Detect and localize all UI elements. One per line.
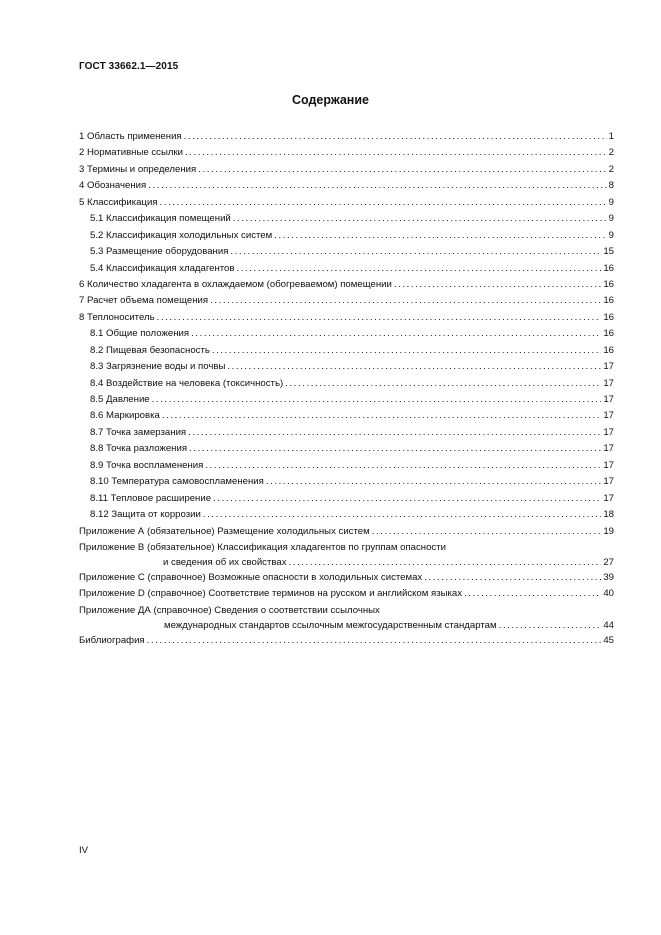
toc-entry[interactable]: [79, 147, 614, 163]
toc-leader-dots: [394, 279, 601, 291]
toc-leader-dots: [210, 295, 601, 307]
toc-entry-title: 8.5 Давление: [90, 394, 150, 405]
toc-entry-page: 16: [603, 262, 614, 274]
toc-entry-page: 17: [603, 476, 614, 488]
toc-entry-title: Библиография: [79, 634, 145, 646]
toc-entry-page: 8: [608, 180, 614, 192]
toc-entry-title: 8.6 Маркировка: [90, 410, 160, 422]
toc-entry-title: 8.7 Точка замерзания: [90, 426, 187, 438]
toc-entry-title: Приложение А (обязательное) Размещение холодильных систем: [79, 525, 370, 537]
toc-entry-page: 17: [603, 377, 614, 389]
toc-leader-dots: [162, 410, 601, 422]
toc-entry-page: 16: [603, 328, 614, 340]
toc-entry-title: Приложение ДА (справочное) Сведения о соответствии ссылочных: [79, 604, 380, 616]
toc-entry[interactable]: [79, 572, 614, 588]
toc-entry[interactable]: [79, 605, 614, 635]
toc-entry-page: 19: [603, 525, 614, 537]
toc-entry-page: 9: [608, 213, 614, 225]
toc-entry[interactable]: [79, 197, 614, 213]
toc-entry-title: 4 Обозначения: [79, 180, 147, 192]
toc-entry[interactable]: [79, 180, 614, 196]
toc-leader-dots: [499, 620, 602, 632]
toc-entry[interactable]: [79, 246, 614, 262]
toc-entry[interactable]: [79, 526, 614, 542]
toc-entry[interactable]: [79, 443, 614, 459]
toc-entry[interactable]: [79, 476, 614, 492]
toc-leader-dots: [205, 460, 601, 472]
toc-entry-title: 8.9 Точка воспламенения: [90, 459, 204, 471]
toc-entry-page: 15: [603, 246, 614, 258]
toc-entry-title: 8.3 Загрязнение воды и почвы: [90, 361, 226, 373]
toc-leader-dots: [198, 164, 606, 176]
toc-entry-page: 9: [608, 229, 614, 241]
toc-entry[interactable]: [79, 263, 614, 279]
toc-entry-title: 8.2 Пищевая безопасность: [90, 344, 210, 356]
toc-title: Содержание: [291, 93, 369, 107]
toc-leader-dots: [372, 526, 602, 538]
toc-entry-page: 17: [603, 410, 614, 422]
toc-entry[interactable]: [79, 410, 614, 426]
page-number: IV: [79, 845, 89, 856]
toc-leader-dots: [189, 443, 601, 455]
toc-entry[interactable]: [79, 345, 614, 361]
toc-entry-title: 5.2 Классификация холодильных систем: [90, 229, 273, 241]
toc-entry-title: 8 Теплоноситель: [79, 311, 155, 323]
toc-leader-dots: [237, 263, 602, 275]
toc-leader-dots: [289, 557, 602, 569]
toc-entry-title: 5.4 Классификация хладагентов: [90, 262, 235, 274]
toc-entry[interactable]: [79, 493, 614, 509]
toc-entry[interactable]: [79, 279, 614, 295]
toc-entry-title: 2 Нормативные ссылки: [79, 147, 184, 159]
toc-entry-title-continued: и сведения об их свойствах: [163, 556, 287, 568]
table-of-contents: [79, 131, 614, 651]
toc-entry-title: 5.3 Размещение оборудования: [90, 246, 229, 258]
toc-leader-dots: [148, 180, 606, 192]
toc-entry-page: 17: [603, 394, 614, 405]
toc-entry-page: 17: [603, 492, 614, 504]
toc-entry-title: 1 Область применения: [79, 131, 182, 142]
toc-entry[interactable]: [79, 394, 614, 410]
toc-entry-page: 1: [608, 131, 614, 142]
toc-entry-page: 9: [608, 196, 614, 208]
toc-entry[interactable]: [79, 230, 614, 246]
toc-leader-dots: [157, 312, 602, 324]
toc-leader-dots: [152, 394, 602, 406]
toc-leader-dots: [464, 588, 601, 600]
toc-entry-title: 8.8 Точка разложения: [90, 443, 188, 455]
toc-entry-title-continued: международных стандартов ссылочным межгосударственным стандартам: [164, 619, 497, 631]
toc-leader-dots: [285, 378, 601, 390]
toc-entry-title: 5 Классификация: [79, 196, 158, 208]
toc-entry[interactable]: [79, 588, 614, 604]
toc-entry-page: 17: [603, 443, 614, 455]
toc-entry-page: 27: [603, 556, 614, 568]
toc-entry[interactable]: [79, 378, 614, 394]
toc-entry[interactable]: [79, 328, 614, 344]
toc-entry-page: 16: [603, 311, 614, 323]
toc-entry-page: 2: [608, 163, 614, 175]
toc-entry-page: 2: [608, 147, 614, 159]
toc-entry-page: 44: [603, 619, 614, 631]
toc-entry-title: Приложение С (справочное) Возможные опасности в холодильных системах: [79, 571, 423, 583]
toc-leader-dots: [227, 361, 601, 373]
toc-leader-dots: [185, 147, 607, 159]
toc-leader-dots: [212, 345, 601, 357]
toc-entry-title: 8.12 Защита от коррозии: [90, 509, 201, 521]
toc-entry[interactable]: [79, 427, 614, 443]
toc-leader-dots: [188, 427, 601, 439]
toc-leader-dots: [274, 230, 606, 242]
toc-entry-title: 8.1 Общие положения: [90, 328, 190, 340]
toc-entry-title: 8.10 Температура самовоспламенения: [90, 476, 264, 488]
toc-entry-title: 3 Термины и определения: [79, 163, 197, 175]
toc-leader-dots: [424, 572, 601, 584]
toc-entry[interactable]: [79, 509, 614, 525]
toc-entry-page: 40: [603, 588, 614, 600]
toc-leader-dots: [213, 493, 601, 505]
toc-entry[interactable]: [79, 460, 614, 476]
toc-entry[interactable]: [79, 361, 614, 377]
toc-entry-page: 18: [603, 509, 614, 521]
toc-leader-dots: [147, 635, 602, 647]
toc-entry-title: Приложение D (справочное) Соответствие терминов на русском и английском языках: [79, 588, 463, 600]
toc-entry[interactable]: [79, 131, 614, 147]
toc-leader-dots: [160, 197, 607, 209]
toc-entry-page: 39: [603, 571, 614, 583]
toc-entry-page: 17: [603, 361, 614, 373]
toc-entry[interactable]: [79, 542, 614, 572]
toc-leader-dots: [191, 328, 601, 340]
toc-leader-dots: [266, 476, 601, 488]
toc-entry-title: 6 Количество хладагента в охлаждаемом (обогреваемом) помещении: [79, 278, 392, 290]
toc-entry[interactable]: [79, 213, 614, 229]
toc-entry[interactable]: [79, 312, 614, 328]
toc-entry-title: 7 Расчет объема помещения: [79, 295, 209, 307]
toc-entry-page: 45: [603, 634, 614, 646]
toc-leader-dots: [230, 246, 601, 258]
toc-leader-dots: [203, 509, 601, 521]
toc-entry-title: Приложение В (обязательное) Классификация хладагентов по группам опасности: [79, 541, 446, 553]
toc-leader-dots: [184, 131, 607, 143]
toc-entry[interactable]: [79, 164, 614, 180]
document-code: ГОСТ 33662.1—2015: [79, 61, 179, 72]
toc-entry-title: 8.4 Воздействие на человека (токсичность): [90, 377, 284, 389]
toc-entry-page: 16: [603, 278, 614, 290]
toc-entry[interactable]: [79, 635, 614, 651]
toc-entry-page: 16: [603, 344, 614, 356]
toc-entry-page: 17: [603, 459, 614, 471]
toc-entry-title: 5.1 Классификация помещений: [90, 213, 231, 225]
toc-entry-page: 16: [603, 295, 614, 307]
toc-entry-page: 17: [603, 426, 614, 438]
toc-entry[interactable]: [79, 295, 614, 311]
toc-entry-title: 8.11 Тепловое расширение: [90, 492, 212, 504]
toc-leader-dots: [233, 213, 607, 225]
